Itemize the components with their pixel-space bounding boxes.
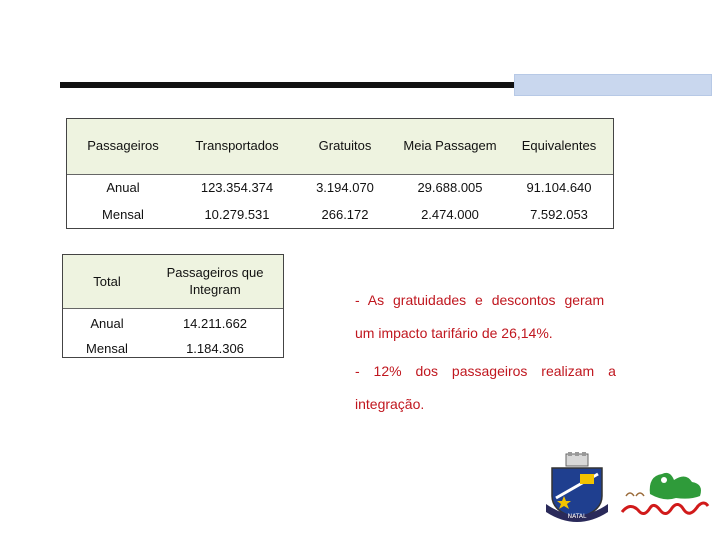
seal-text: NATAL <box>567 513 587 520</box>
row-mensal-meia: 2.474.000 <box>421 207 479 222</box>
note-line-4: integração. <box>355 396 425 412</box>
row-anual-meia: 29.688.005 <box>417 180 483 195</box>
header-rule <box>60 82 520 88</box>
integration-table <box>62 254 284 358</box>
row-mensal-equivalentes: 7.592.053 <box>530 207 588 222</box>
header-equivalentes: Equivalentes <box>521 138 597 153</box>
header-total: Total <box>93 274 121 289</box>
note-line-1: - As gratuidades e descontos geram <box>355 292 605 308</box>
header-passageiros: Passageiros <box>87 138 159 153</box>
header-transportados: Transportados <box>195 138 279 153</box>
row-anual-transportados: 123.354.374 <box>200 180 274 195</box>
transport-brand-logo-icon <box>620 466 710 526</box>
row-anual-label: Anual <box>106 180 140 195</box>
header-gratuitos: Gratuitos <box>318 138 372 153</box>
passengers-table <box>66 118 614 229</box>
row-mensal-gratuitos: 266.172 <box>321 207 369 222</box>
row-mensal-transportados: 10.279.531 <box>204 207 270 222</box>
row-mensal-integram: 1.184.306 <box>186 341 244 356</box>
city-coat-of-arms-icon <box>544 452 610 524</box>
row-anual-label: Anual <box>90 316 124 331</box>
note-line-2: um impacto tarifário de 26,14%. <box>355 325 553 341</box>
row-mensal-label: Mensal <box>102 207 144 222</box>
row-anual-equivalentes: 91.104.640 <box>526 180 592 195</box>
row-anual-gratuitos: 3.194.070 <box>316 180 374 195</box>
note-line-3: - 12% dos passageiros realizam a <box>355 363 616 379</box>
row-anual-integram: 14.211.662 <box>182 316 248 331</box>
header-passageiros-integram: Passageiros que Integram <box>166 265 264 297</box>
header-accent-bar <box>514 74 712 96</box>
row-mensal-label: Mensal <box>86 341 128 356</box>
header-meia-passagem: Meia Passagem <box>403 138 497 153</box>
